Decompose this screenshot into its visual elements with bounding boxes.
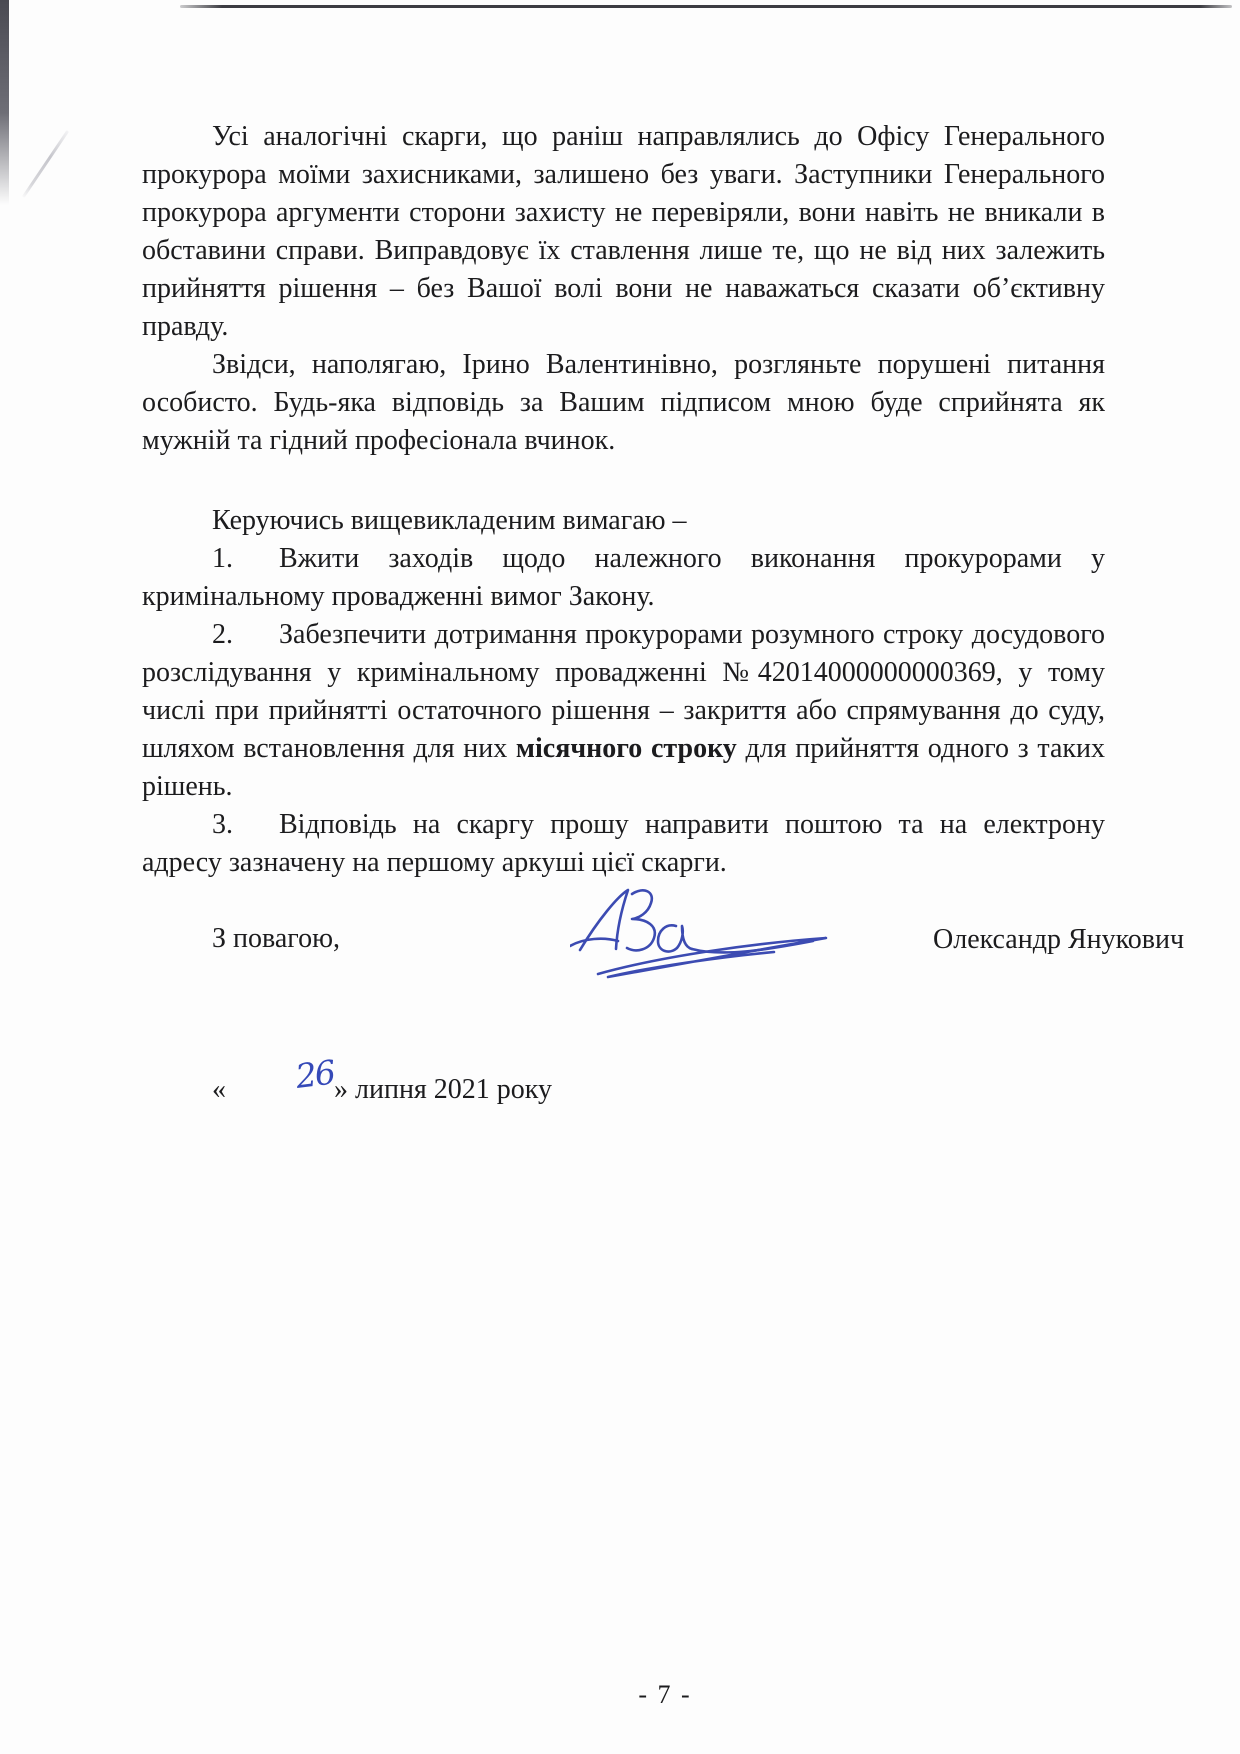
handwritten-day: 26 xyxy=(293,1052,336,1096)
scan-top-border-line xyxy=(180,5,1232,8)
paragraph-complaints-ignored: Усі аналогічні скарги, що раніш направлялись до Офісу Генерального прокурора моїми захисниками, залишено без уваги. Заступники Генерального прокурора аргументи сторони захисту не перевіряли, вони навіть не вникали в обставини справи. Виправдовує їх ставлення лише те, що не від них залежить прийняття рішення – без Вашої волі вони не наважаться сказати об’єктивну правду. xyxy=(142,121,1105,342)
scan-left-edge-shadow xyxy=(0,0,9,205)
demand-1-number: 1. xyxy=(212,543,233,574)
demand-2-text-after: для прийняття одного з таких рішень. xyxy=(142,733,1106,802)
demand-3-text: Відповідь на скаргу прошу направити поштою та на електрону адресу зазначену на першому аркуші цієї скарги. xyxy=(142,809,1105,878)
date-line xyxy=(142,1052,1105,1109)
demand-2-text-bold: місячного строку xyxy=(515,733,737,764)
demand-2-text-before: Забезпечити дотримання прокурорами розумного строку досудового розслідування у кримінальному провадженні №42014000000000369, у тому числі при прийнятті остаточного рішення – закриття або спрямування до суду, шляхом встановлення для них xyxy=(142,619,1105,764)
date-rest: » липня 2021 року xyxy=(334,1074,553,1105)
signature-icon xyxy=(570,886,850,982)
demand-3-number: 3. xyxy=(212,809,233,840)
demand-item-3 xyxy=(142,806,1105,882)
demand-2-number: 2. xyxy=(212,619,233,650)
handwritten-signature xyxy=(570,886,850,982)
signer-name: Олександр Янукович xyxy=(933,924,1185,955)
demands-intro: Керуючись вищевикладеним вимагаю – xyxy=(212,505,687,536)
demand-item-1 xyxy=(142,540,1105,616)
date-open-quote: « xyxy=(212,1074,226,1105)
paragraph-personal-appeal: Звідси, наполягаю, Ірино Валентинівно, розгляньте порушені питання особисто. Будь-яка відповідь за Вашим підписом мною буде сприйнята як мужній та гідний професіонала вчинок. xyxy=(142,349,1105,456)
page-number: - 7 - xyxy=(638,1680,692,1709)
pen-scratch-mark xyxy=(22,130,69,198)
closing-salutation: З повагою, xyxy=(212,923,340,954)
demand-1-text: Вжити заходів щодо належного виконання прокурорами у кримінальному провадженні вимог Закону. xyxy=(142,543,1105,612)
demand-item-2 xyxy=(142,616,1105,806)
